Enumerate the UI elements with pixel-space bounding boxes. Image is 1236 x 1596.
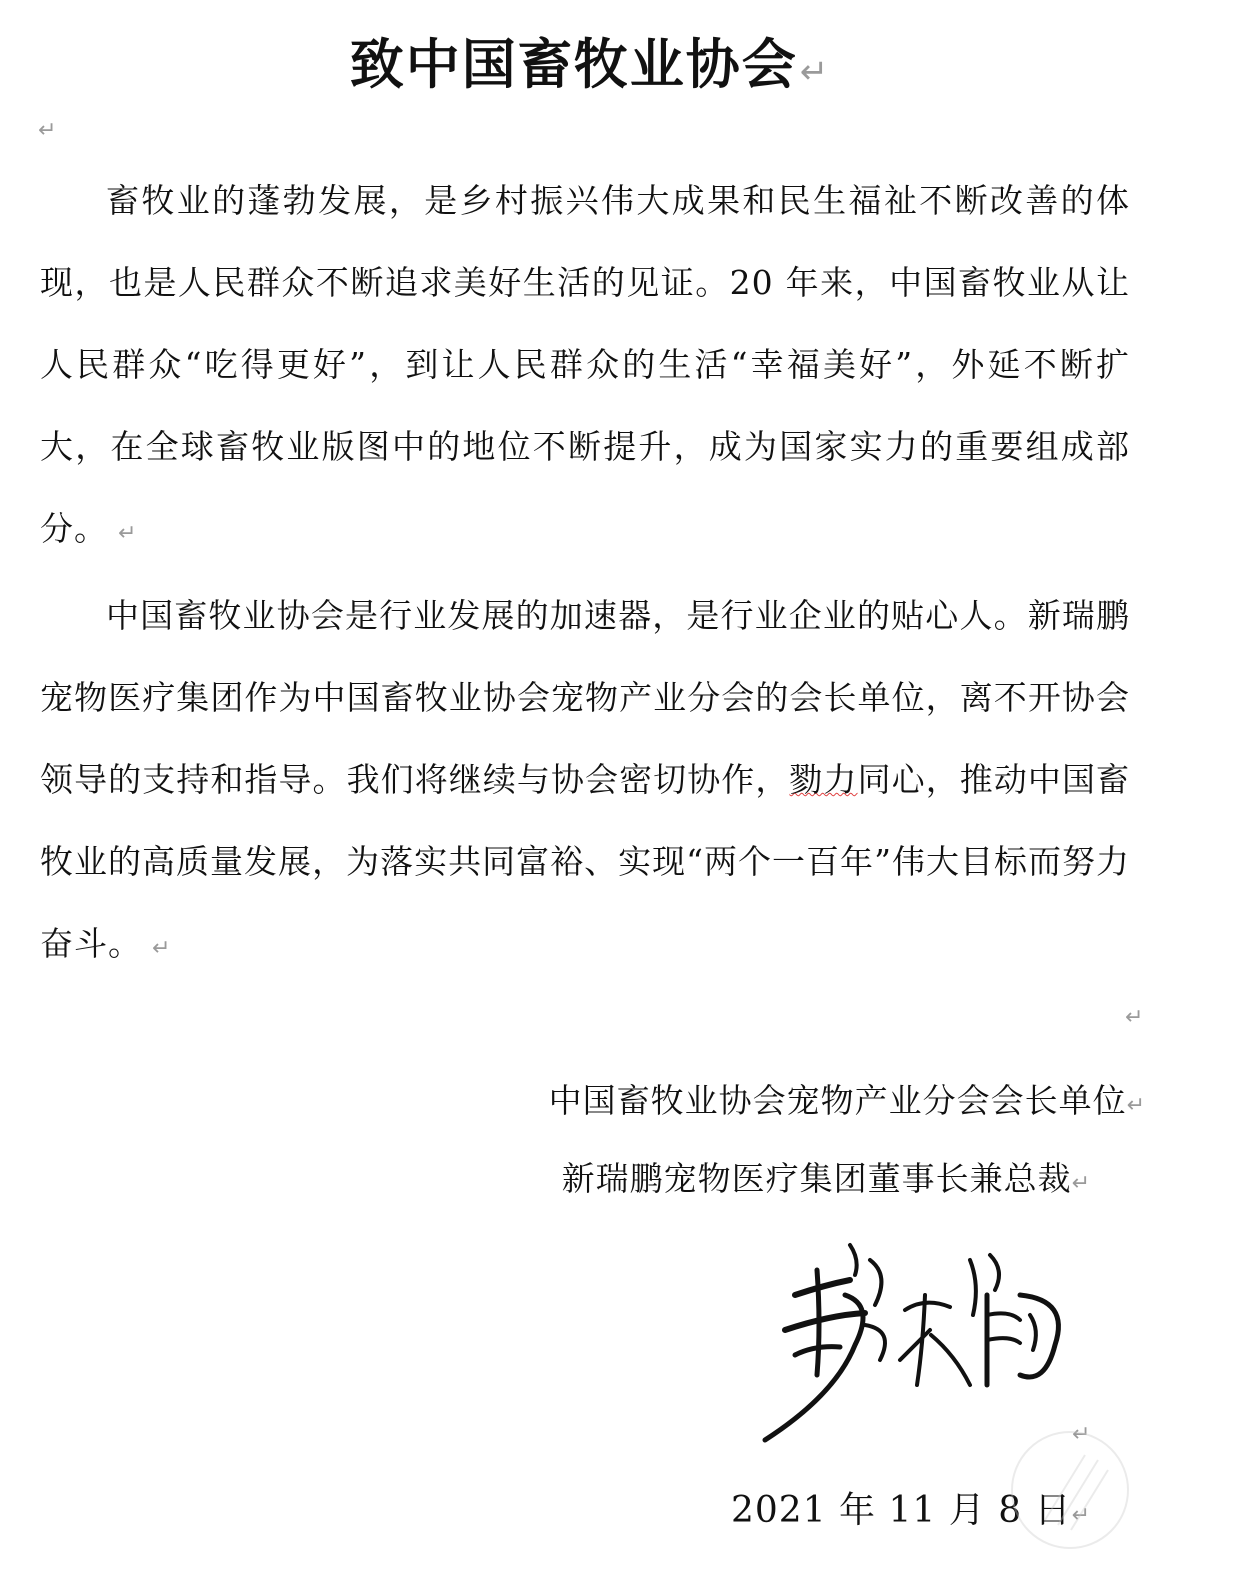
watermark-logo bbox=[1000, 1420, 1140, 1560]
return-mark: ↵ bbox=[1072, 1422, 1091, 1447]
signature-position: 新瑞鹏宠物医疗集团董事长兼总裁↵ bbox=[561, 1159, 1091, 1198]
paragraph-text: 中国畜牧业协会是行业发展的加速器，是行业企业的贴心人。新瑞鹏宠物医疗集团作为中国畜牧业协会宠物产业分会的会长单位，离不开协会领导的支持和指导。我们将继续与协会密切协作， bbox=[40, 596, 1130, 799]
return-mark: ↵ bbox=[118, 521, 138, 546]
paragraph bbox=[40, 160, 1130, 575]
return-mark: ↵ bbox=[799, 52, 831, 92]
paragraph-text: 畜牧业的蓬勃发展，是乡村振兴伟大成果和民生福祉不断改善的体现，也是人民群众不断追求美好生活的见证。20 年来，中国畜牧业从让人民群众“吃得更好”，到让人民群众的生活“幸福美好”，外延不断扩大，在全球畜牧业版图中的地位不断提升，成为国家实力的重要组成部分。 bbox=[40, 181, 1130, 548]
document-title: 致中国畜牧业协会↵ bbox=[349, 33, 831, 96]
letter-body bbox=[40, 160, 1130, 990]
return-mark: ↵ bbox=[152, 936, 172, 961]
signature-organization: 中国畜牧业协会宠物产业分会会长单位↵ bbox=[548, 1081, 1146, 1120]
return-mark: ↵ bbox=[1071, 1171, 1091, 1196]
return-mark: ↵ bbox=[38, 118, 57, 143]
paragraph-text: 同心，推动中国畜牧业的高质量发展，为落实共同富裕、实现“两个一百年”伟大目标而努力奋斗。 bbox=[40, 760, 1131, 963]
spellcheck-underlined-word: 勠力 bbox=[789, 760, 858, 799]
return-mark: ↵ bbox=[1126, 1093, 1146, 1118]
return-mark: ↵ bbox=[1125, 1005, 1144, 1030]
return-mark: ↵ bbox=[1071, 1503, 1091, 1528]
signature-date: 2021 年 11 月 8 日↵ bbox=[731, 1490, 1091, 1531]
paragraph bbox=[40, 575, 1130, 990]
